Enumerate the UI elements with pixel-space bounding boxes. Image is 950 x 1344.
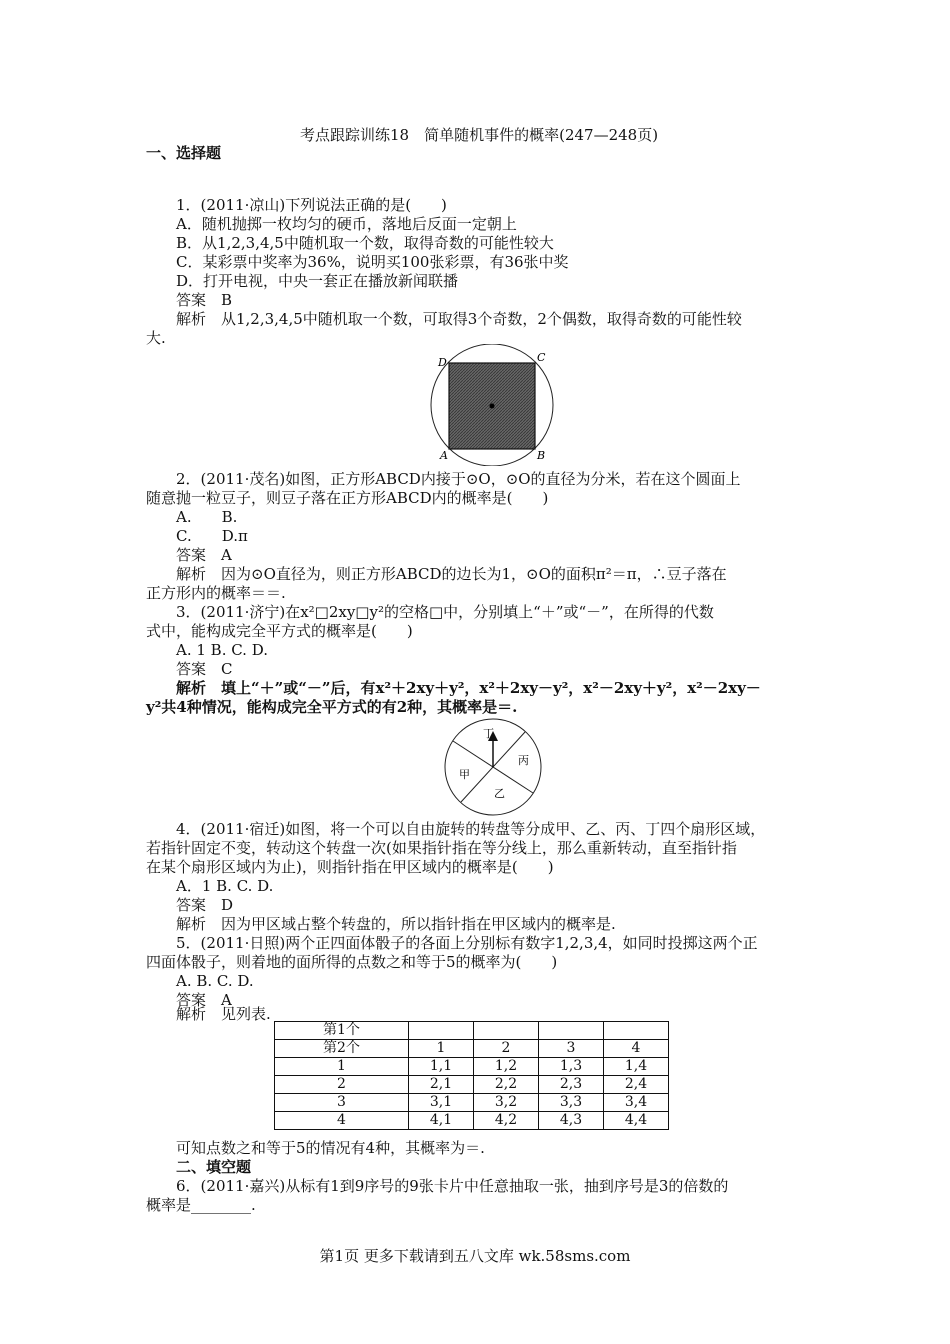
q2-stem-cont: 随意抛一粒豆子，则豆子落在正方形ABCD内的概率是( ): [146, 489, 549, 507]
table-cell: 3,4: [604, 1094, 669, 1112]
table-col-header: 3: [539, 1040, 604, 1058]
table-header-first: 第1个: [275, 1022, 409, 1040]
q3-options: A. 1 B. C. D.: [176, 641, 268, 659]
q3-analysis: 解析 填上“＋”或“－”后，有x²＋2xy＋y²，x²＋2xy－y²，x²－2xy＋y²，x²－2xy－: [176, 679, 761, 697]
center-point-o: [490, 404, 495, 409]
q2-analysis: 解析 因为⊙O直径为，则正方形ABCD的边长为1，⊙O的面积π²＝π，∴豆子落在: [176, 565, 727, 583]
q3-stem: 3．(2011·济宁)在x²□2xy□y²的空格□中，分别填上“＋”或“－”，在所得的代数: [176, 603, 714, 621]
table-cell: 1,1: [409, 1058, 474, 1076]
table-cell: 3,3: [539, 1094, 604, 1112]
q5-stem-cont: 四面体骰子，则着地的面所得的点数之和等于5的概率为( ): [146, 953, 558, 971]
table-cell: 1,3: [539, 1058, 604, 1076]
q1-option-a: A．随机抛掷一枚均匀的硬币，落地后反面一定朝上: [176, 215, 517, 233]
q5-answer: 答案 A: [176, 991, 232, 1009]
sector-label-jia: 甲: [459, 768, 470, 781]
q4-stem-cont-1: 若指针固定不变，转动这个转盘一次(如果指针指在等分线上，那么重新转动，直至指针指: [146, 839, 737, 857]
q5-options: A. B. C. D.: [176, 972, 254, 990]
q6-stem: 6．(2011·嘉兴)从标有1到9序号的9张卡片中任意抽取一张，抽到序号是3的倍数的: [176, 1177, 729, 1195]
spinner-figure: [439, 717, 547, 817]
label-a: A: [440, 449, 448, 462]
q3-stem-cont: 式中，能构成完全平方式的概率是( ): [146, 622, 413, 640]
sector-label-yi: 乙: [494, 787, 505, 800]
sector-label-ding: 丁: [483, 727, 494, 740]
q5-analysis: 解析 见列表.: [176, 1005, 271, 1023]
table-cell: 4,2: [474, 1112, 539, 1130]
table-cell: 2,2: [474, 1076, 539, 1094]
table-cell: 3,2: [474, 1094, 539, 1112]
table-cell: 2,1: [409, 1076, 474, 1094]
table-cell: 1,2: [474, 1058, 539, 1076]
table-row: [275, 1058, 669, 1076]
q4-stem: 4．(2011·宿迁)如图，将一个可以自由旋转的转盘等分成甲、乙、丙、丁四个扇形区域，: [176, 820, 766, 838]
q5-stem: 5．(2011·日照)两个正四面体骰子的各面上分别标有数字1,2,3,4，如同时投掷这两个正: [176, 934, 758, 952]
table-col-header: 1: [409, 1040, 474, 1058]
q1-option-d: D．打开电视，中央一套正在播放新闻联播: [176, 272, 459, 290]
q4-answer: 答案 D: [176, 896, 234, 914]
q3-answer: 答案 C: [176, 660, 233, 678]
table-cell: 3,1: [409, 1094, 474, 1112]
table-row: [275, 1112, 669, 1130]
table-row-label: 1: [275, 1058, 409, 1076]
q2-answer: 答案 A: [176, 546, 232, 564]
q1-analysis-cont: 大.: [146, 329, 166, 347]
q2-options-ab: A. B.: [176, 508, 238, 526]
sector-label-bing: 丙: [518, 754, 529, 767]
table-row: [275, 1076, 669, 1094]
q1-option-b: B．从1,2,3,4,5中随机取一个数，取得奇数的可能性较大: [176, 234, 554, 252]
q2-analysis-cont: 正方形内的概率＝＝.: [146, 584, 286, 602]
table-header-second: 第2个: [275, 1040, 409, 1058]
table-row-label: 2: [275, 1076, 409, 1094]
table-row: [275, 1094, 669, 1112]
q1-stem: 1．(2011·凉山)下列说法正确的是( ): [176, 196, 447, 214]
q4-options: A．1 B. C. D.: [176, 877, 274, 895]
q3-analysis-cont: y²共4种情况，能构成完全平方式的有2种，其概率是＝.: [146, 698, 518, 716]
q4-stem-cont-2: 在某个扇形区域内为止)，则指针指在甲区域内的概率是( ): [146, 858, 554, 876]
table-cell: 4,4: [604, 1112, 669, 1130]
table-cell: 4,3: [539, 1112, 604, 1130]
table-header-row-1: [275, 1022, 669, 1040]
q1-answer: 答案 B: [176, 291, 233, 309]
q1-analysis: 解析 从1,2,3,4,5中随机取一个数，可取得3个奇数，2个偶数，取得奇数的可能性较: [176, 310, 742, 328]
table-cell: 4,1: [409, 1112, 474, 1130]
q2-stem: 2．(2011·茂名)如图，正方形ABCD内接于⊙O，⊙O的直径为分米，若在这个圆面上: [176, 470, 741, 488]
table-cell: 1,4: [604, 1058, 669, 1076]
table-row-label: 3: [275, 1094, 409, 1112]
table-col-header: 2: [474, 1040, 539, 1058]
section-heading-choice: 一、选择题: [146, 144, 222, 162]
dice-outcome-table: [274, 1021, 669, 1130]
page-title: 考点跟踪训练18 简单随机事件的概率(247—248页): [300, 126, 659, 144]
label-b: B: [537, 449, 546, 462]
q1-option-c: C．某彩票中奖率为36%，说明买100张彩票，有36张中奖: [176, 253, 569, 271]
table-col-header: 4: [604, 1040, 669, 1058]
table-cell: 2,4: [604, 1076, 669, 1094]
q5-conclusion: 可知点数之和等于5的情况有4种，其概率为＝.: [176, 1139, 485, 1157]
table-row-label: 4: [275, 1112, 409, 1130]
page-footer: 第1页 更多下载请到五八文库 wk.58sms.com: [319, 1247, 631, 1265]
q4-analysis: 解析 因为甲区域占整个转盘的，所以指针指在甲区域内的概率是.: [176, 915, 616, 933]
table-header-row-2: [275, 1040, 669, 1058]
label-d: D: [438, 356, 447, 369]
table-cell: 2,3: [539, 1076, 604, 1094]
label-c: C: [537, 351, 546, 364]
q2-options-cd: C. D.π: [176, 527, 248, 545]
section-heading-fill: 二、填空题: [176, 1158, 252, 1176]
square-in-circle-figure: [424, 344, 564, 466]
q6-stem-cont: 概率是________.: [146, 1196, 256, 1214]
